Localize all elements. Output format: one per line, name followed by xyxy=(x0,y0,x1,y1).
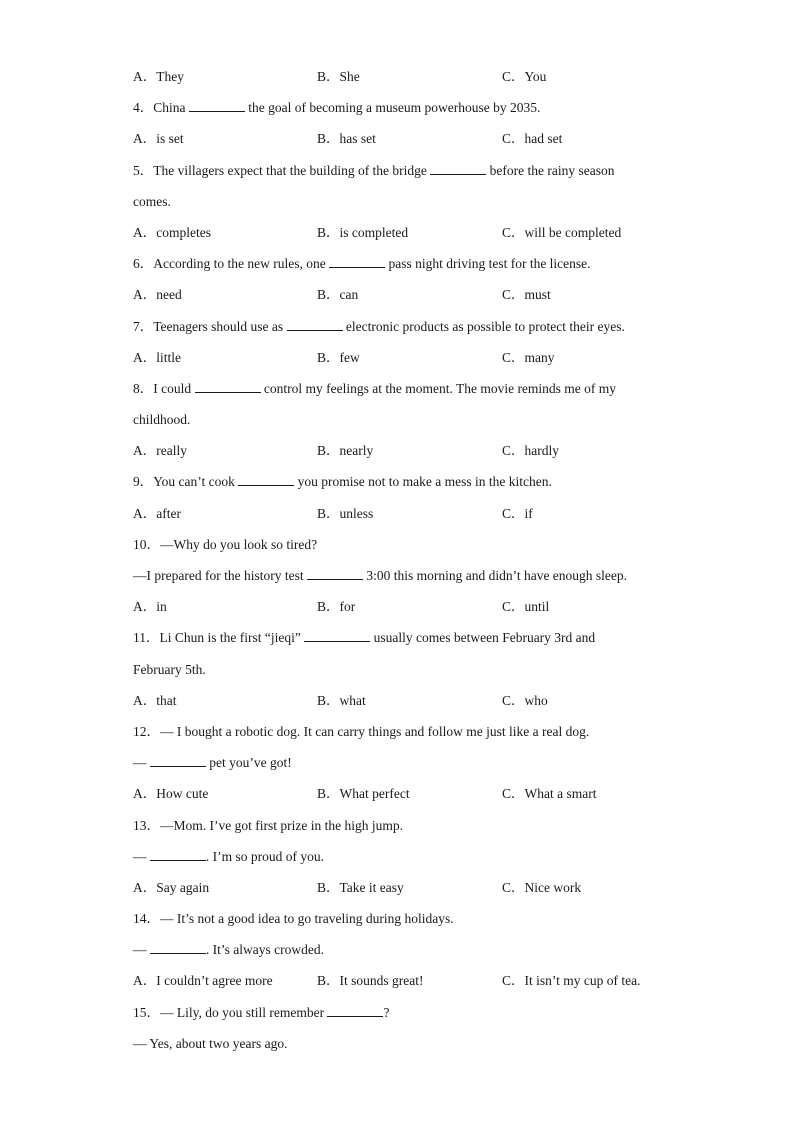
q6-option-b[interactable]: B．can xyxy=(317,287,359,303)
q9-stem: 9．You can’t cook you promise not to make a mess in the kitchen. xyxy=(133,474,552,490)
q5-option-a[interactable]: A．completes xyxy=(133,224,211,240)
q13-option-c[interactable]: C．Nice work xyxy=(502,879,582,895)
q14-options xyxy=(133,965,693,996)
q13-option-b[interactable]: B．Take it easy xyxy=(317,879,404,895)
q9-options xyxy=(133,498,693,529)
q3-option-a[interactable]: A．They xyxy=(133,69,184,84)
answer-blank[interactable] xyxy=(327,1004,383,1017)
q14-stem-cont: — . It’s always crowded. xyxy=(133,942,324,958)
q11-stem-cont: February 5th. xyxy=(133,661,206,677)
q8-option-c[interactable]: C．hardly xyxy=(502,443,559,459)
q10-stem-cont: —I prepared for the history test 3:00 this morning and didn’t have enough sleep. xyxy=(133,568,628,583)
q6-stem: 6．According to the new rules, one pass night driving test for the license. xyxy=(133,256,591,272)
q10-option-a[interactable]: A．in xyxy=(133,599,167,615)
q7-stem: 7．Teenagers should use as electronic products as possible to protect their eyes. xyxy=(133,318,625,334)
answer-blank[interactable] xyxy=(304,629,370,642)
answer-blank[interactable] xyxy=(307,567,363,580)
q8-option-a[interactable]: A．really xyxy=(133,443,187,459)
q7-option-b[interactable]: B．few xyxy=(317,349,360,365)
q3-options xyxy=(133,61,693,92)
answer-blank[interactable] xyxy=(150,754,206,767)
q13-stem: 13．—Mom. I’ve got first prize in the high jump. xyxy=(133,817,403,833)
q13-options xyxy=(133,872,693,903)
q9-option-a[interactable]: A．after xyxy=(133,505,181,521)
q4-stem: 4．China the goal of becoming a museum powerhouse by 2035. xyxy=(133,100,541,116)
q3-option-b[interactable]: B．She xyxy=(317,69,360,84)
q6-option-a[interactable]: A．need xyxy=(133,287,182,303)
q12-options xyxy=(133,778,693,809)
q5-stem: 5．The villagers expect that the building of the bridge before the rainy season xyxy=(133,162,615,178)
q11-option-a[interactable]: A．that xyxy=(133,692,177,708)
q7-option-c[interactable]: C．many xyxy=(502,349,555,365)
q4-option-b[interactable]: B．has set xyxy=(317,131,376,147)
answer-blank[interactable] xyxy=(150,941,206,954)
q4-option-a[interactable]: A．is set xyxy=(133,131,184,147)
answer-blank[interactable] xyxy=(195,380,261,393)
q11-option-c[interactable]: C．who xyxy=(502,692,548,708)
q11-options xyxy=(133,685,693,716)
q5-stem-cont: comes. xyxy=(133,193,171,209)
q5-option-b[interactable]: B．is completed xyxy=(317,224,409,240)
q14-option-a[interactable]: A．I couldn’t agree more xyxy=(133,973,273,989)
q6-option-c[interactable]: C．must xyxy=(502,287,551,303)
answer-blank[interactable] xyxy=(189,99,245,112)
q10-stem: 10．—Why do you look so tired? xyxy=(133,536,318,552)
q6-options xyxy=(133,279,693,310)
answer-blank[interactable] xyxy=(430,162,486,175)
q8-stem-cont: childhood. xyxy=(133,412,191,428)
q10-option-b[interactable]: B．for xyxy=(317,599,356,615)
q9-option-b[interactable]: B．unless xyxy=(317,505,374,521)
q8-options xyxy=(133,435,693,466)
answer-blank[interactable] xyxy=(287,318,343,331)
q11-stem: 11．Li Chun is the first “jieqi” usually comes between February 3rd and xyxy=(133,630,596,646)
worksheet-page xyxy=(133,61,693,1059)
q12-option-a[interactable]: A．How cute xyxy=(133,786,209,802)
q5-option-c[interactable]: C．will be completed xyxy=(502,224,622,240)
answer-blank[interactable] xyxy=(238,473,294,486)
q12-option-c[interactable]: C．What a smart xyxy=(502,786,597,802)
q10-options xyxy=(133,591,693,622)
q8-stem: 8．I could control my feelings at the moment. The movie reminds me of my xyxy=(133,380,617,396)
answer-blank[interactable] xyxy=(150,848,206,861)
q7-options xyxy=(133,342,693,373)
q4-options xyxy=(133,123,693,154)
q14-option-c[interactable]: C．It isn’t my cup of tea. xyxy=(502,973,641,989)
q13-option-a[interactable]: A．Say again xyxy=(133,879,210,895)
q15-stem: 15．— Lily, do you still remember ? xyxy=(133,1004,390,1020)
q7-option-a[interactable]: A．little xyxy=(133,349,181,365)
q13-stem-cont: — . I’m so proud of you. xyxy=(133,848,324,864)
q10-option-c[interactable]: C．until xyxy=(502,599,550,615)
answer-blank[interactable] xyxy=(329,255,385,268)
q4-option-c[interactable]: C．had set xyxy=(502,131,563,147)
q12-stem-cont: — pet you’ve got! xyxy=(133,755,292,771)
q5-options xyxy=(133,217,693,248)
q9-option-c[interactable]: C．if xyxy=(502,505,533,521)
q14-option-b[interactable]: B．It sounds great! xyxy=(317,973,424,989)
q11-option-b[interactable]: B．what xyxy=(317,692,366,708)
q8-option-b[interactable]: B．nearly xyxy=(317,443,374,459)
q14-stem: 14．— It’s not a good idea to go traveling during holidays. xyxy=(133,911,454,927)
q3-option-c[interactable]: C．You xyxy=(502,69,547,84)
q12-stem: 12．— I bought a robotic dog. It can carry things and follow me just like a real dog. xyxy=(133,723,590,739)
q12-option-b[interactable]: B．What perfect xyxy=(317,786,410,802)
q15-stem-cont: — Yes, about two years ago. xyxy=(133,1035,288,1051)
